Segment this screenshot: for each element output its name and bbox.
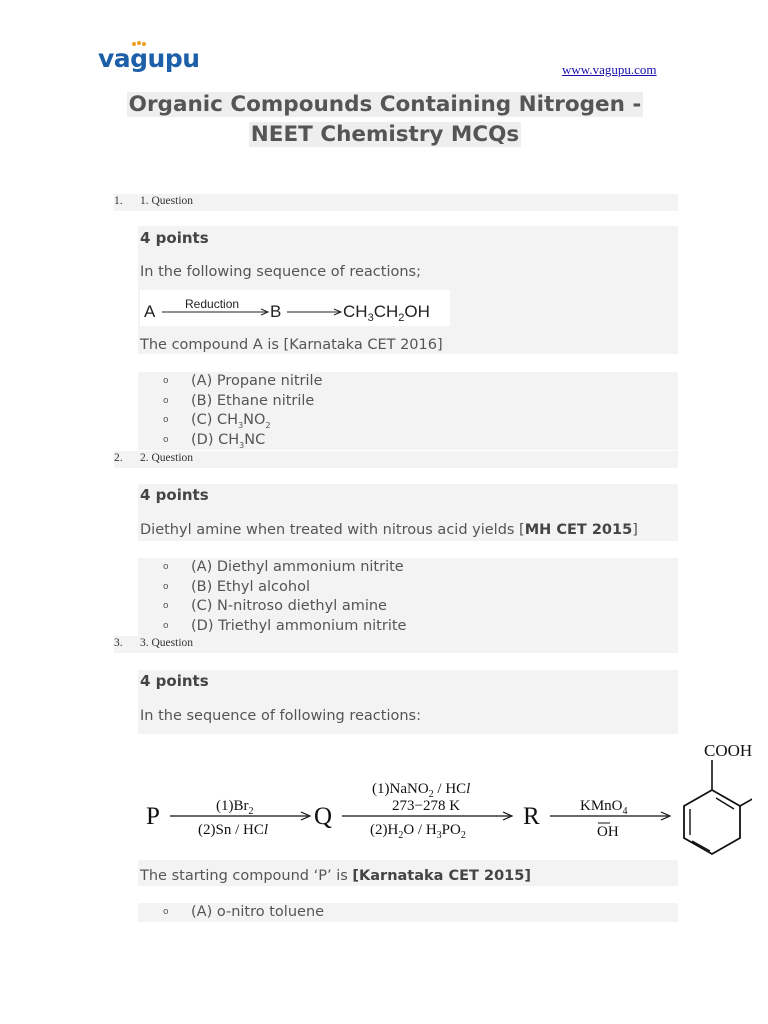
question-1-reaction: [140, 290, 450, 326]
question-1-prompt: The compound A is [Karnataka CET 2016]: [140, 337, 443, 353]
step2-reagent-top: (1)NaNO$_2$ / HCl: [372, 781, 471, 800]
option-a[interactable]: o (A) Diethyl ammonium nitrite: [163, 559, 404, 575]
product-ethanol: $CH_3CH_2OH$: [343, 302, 430, 324]
bullet-icon: o: [163, 435, 169, 445]
bullet-icon: o: [163, 376, 169, 386]
compound-r: R: [523, 803, 540, 830]
question-1-points: 4 points: [140, 229, 209, 247]
option-b[interactable]: o (B) Ethyl alcohol: [163, 579, 310, 595]
site-link[interactable]: www.vagupu.com: [562, 62, 657, 77]
compound-q: Q: [314, 803, 333, 830]
compound-p: P: [146, 803, 160, 830]
question-3-body-bg: [138, 670, 678, 734]
question-2-text: Diethyl amine when treated with nitrous acid yields [MH CET 2015]: [140, 522, 638, 538]
question-3-reaction: [140, 738, 752, 856]
question-3-points: 4 points: [140, 672, 209, 690]
option-b[interactable]: o (B) Ethane nitrile: [163, 393, 315, 409]
question-3-header: [114, 636, 678, 653]
bullet-icon: o: [163, 562, 169, 572]
reduction-label: Reduction: [185, 297, 240, 311]
bullet-icon: o: [163, 907, 169, 917]
question-label: 3. Question: [140, 637, 194, 649]
option-c[interactable]: o (C) $CH_3NO_2$: [163, 412, 271, 430]
vagupu-logo[interactable]: vagupu: [98, 44, 200, 73]
title-line-2: NEET Chemistry MCQs: [250, 122, 520, 147]
bullet-icon: o: [163, 415, 169, 425]
page-title: [100, 90, 670, 150]
carboxyl-group-label: COOH: [704, 741, 752, 760]
step3-reagent-top: KMnO$_4$: [580, 798, 628, 817]
question-label: 2. Question: [140, 452, 194, 464]
step1-reagent-top: $(1)Br_2$: [216, 798, 254, 817]
bullet-icon: o: [163, 621, 169, 631]
question-1-text: In the following sequence of reactions;: [140, 264, 421, 280]
option-c[interactable]: o (C) N-nitroso diethyl amine: [163, 598, 387, 614]
question-number: 3.: [114, 637, 123, 649]
option-d[interactable]: o (D) Triethyl ammonium nitrite: [163, 618, 407, 634]
step1-reagent-bottom: (2)Sn / HCl: [198, 822, 269, 838]
option-a[interactable]: o (A) Propane nitrile: [163, 373, 323, 389]
step2-reagent-bottom: $(2)H_2O / H_3PO_2$: [370, 822, 466, 841]
step2-temperature: 273−278 K: [392, 798, 461, 814]
option-a[interactable]: o (A) o-nitro toluene: [163, 904, 325, 920]
question-2-header: [114, 451, 678, 468]
title-line-1: Organic Compounds Containing Nitrogen -: [128, 92, 642, 117]
question-number: 1.: [114, 195, 123, 207]
question-label: 1. Question: [140, 195, 194, 207]
bullet-icon: o: [163, 396, 169, 406]
reactant-a: A: [144, 302, 156, 321]
bullet-icon: o: [163, 601, 169, 611]
question-2-points: 4 points: [140, 486, 209, 504]
question-number: 2.: [114, 452, 123, 464]
intermediate-b: B: [270, 302, 282, 321]
question-3-text: In the sequence of following reactions:: [140, 708, 421, 724]
option-d[interactable]: o (D) $CH_3NC$: [163, 432, 266, 450]
bullet-icon: o: [163, 582, 169, 592]
question-3-prompt: The starting compound ‘P’ is [Karnataka CET 2015]: [140, 868, 531, 884]
question-1-header: [114, 194, 678, 211]
step3-reagent-bottom: OH: [597, 824, 619, 840]
